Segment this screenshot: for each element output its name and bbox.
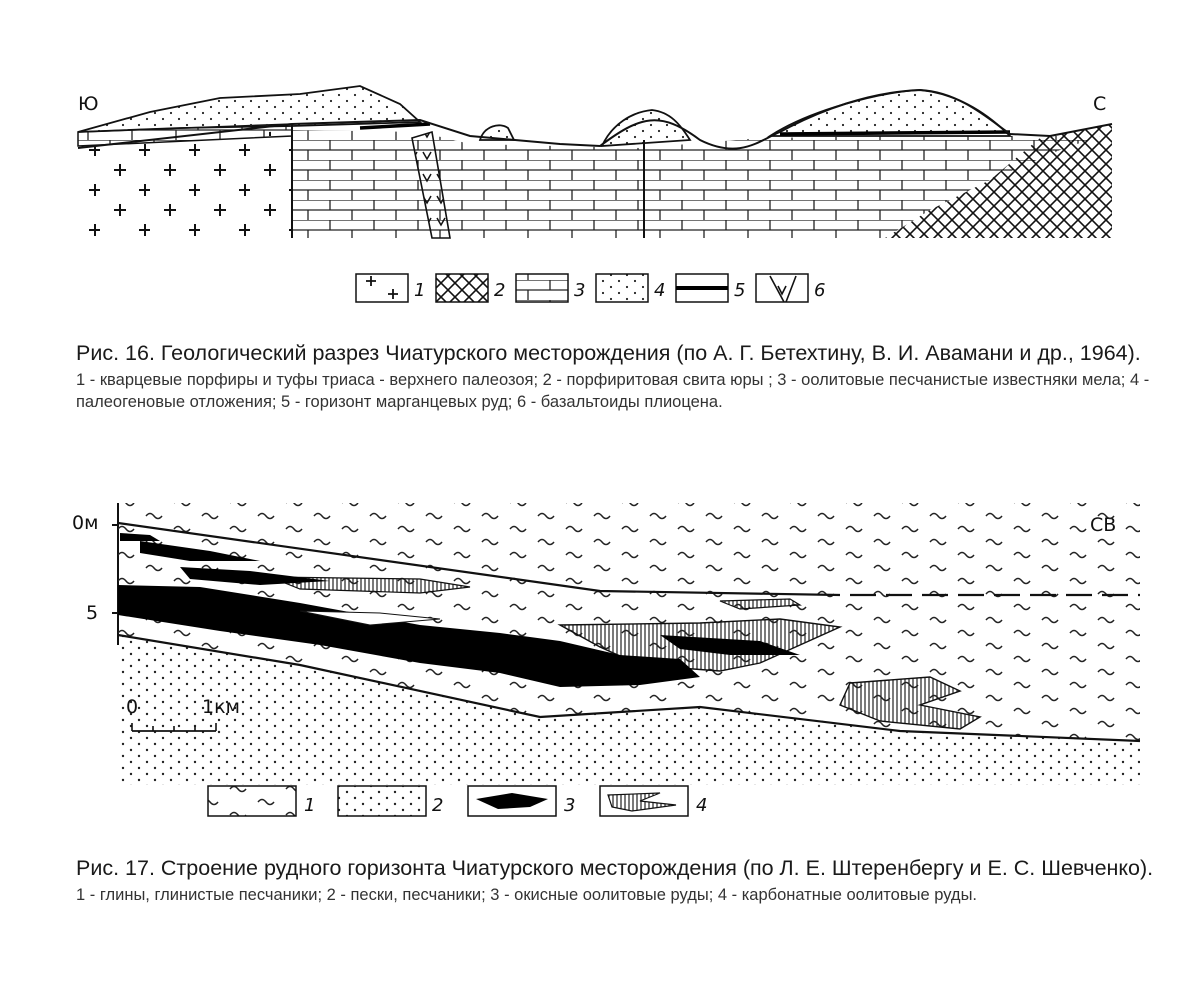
legend17-num-4: 4 — [696, 795, 708, 816]
legend17-num-3: 3 — [564, 795, 576, 816]
label-south: Ю — [78, 93, 99, 115]
caption-17-text: 1 - глины, глинистые песчаники; 2 - пески, песчаники; 3 - окисные оолитовые руды; 4 - карбонатные оолитовые руды. — [76, 886, 978, 904]
porphyry-block — [78, 130, 292, 238]
paleogene-hill-mid — [602, 110, 690, 146]
paleogene-hill-left — [78, 86, 420, 132]
legend-num-1: 1 — [414, 280, 426, 301]
legend-num-6: 6 — [814, 280, 826, 301]
legend17-num-2: 2 — [432, 795, 444, 816]
label-north: С — [1093, 93, 1107, 115]
ore-horizon-figure-17 — [0, 495, 1200, 835]
legend-num-4: 4 — [654, 280, 666, 301]
legend-16 — [356, 274, 825, 302]
legend17-box-2 — [338, 786, 426, 816]
label-depth-5: 5 — [86, 602, 99, 624]
legend-num-2: 2 — [494, 280, 506, 301]
legend-box-1 — [356, 274, 408, 302]
scale-start-label: 0 — [126, 696, 139, 718]
legend17-num-1: 1 — [304, 795, 316, 816]
legend17-box-1 — [208, 786, 296, 816]
label-depth-0: 0м — [72, 512, 99, 534]
legend-box-3 — [516, 274, 568, 302]
caption-figure-16 — [76, 340, 1166, 413]
legend-num-3: 3 — [574, 280, 586, 301]
legend-17 — [208, 786, 707, 816]
legend-box-2 — [436, 274, 488, 302]
caption-16-text: 1 - кварцевые порфиры и туфы триаса - верхнего палеозоя; 2 - порфиритовая свита юры ; 3 - оолитовые песчанистые известняки мела; 4 - палеогеновые отложения; 5 - горизонт марганцевых руд; 6 - базальтоиды плиоцена. — [76, 371, 1150, 411]
geologic-section-figure-16 — [0, 80, 1200, 320]
legend-box-4 — [596, 274, 648, 302]
caption-16-title: Рис. 16. Геологический разрез Чиатурского месторождения (по А. Г. Бетехтину, В. И. Авамани и др., 1964). — [76, 341, 1141, 365]
legend-num-5: 5 — [734, 280, 746, 301]
caption-figure-17 — [76, 855, 1166, 906]
paleogene-hill-right — [770, 90, 1010, 136]
caption-17-title: Рис. 17. Строение рудного горизонта Чиатурского месторождения (по Л. Е. Штеренбергу и Е. С. Шевченко). — [76, 856, 1154, 880]
scale-end-label: 1км — [202, 696, 240, 718]
